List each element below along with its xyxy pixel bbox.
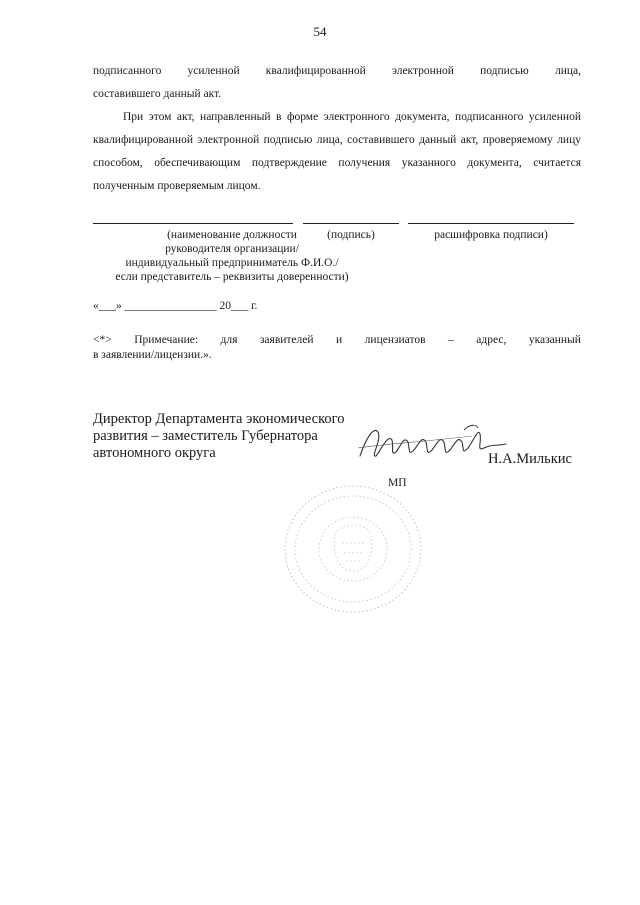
page-number: 54	[313, 24, 327, 39]
note-word: <*>	[93, 334, 112, 346]
signature-line	[303, 223, 399, 224]
signatory-title-1: Директор Департамента экономического	[93, 411, 345, 427]
position-caption-3: индивидуальный предприниматель Ф.И.О./	[125, 257, 339, 269]
position-line	[93, 223, 293, 224]
note-word: и	[336, 334, 343, 346]
note-word: указанный	[528, 334, 581, 346]
position-caption-4: если представитель – реквизиты доверенности)	[115, 271, 349, 283]
body-line-2: составившего данный акт.	[93, 88, 222, 100]
official-seal-icon	[282, 483, 424, 615]
note-word: заявителей	[259, 334, 314, 346]
position-caption-2: руководителя организации/	[165, 243, 299, 255]
signature-caption: (подпись)	[327, 229, 375, 241]
note-line-1	[93, 334, 581, 346]
note-word: –	[448, 334, 454, 346]
date-line: «___» ________________ 20___ г.	[93, 300, 258, 312]
note-word: для	[220, 334, 238, 346]
handwritten-signature-icon	[352, 418, 512, 468]
decode-line	[408, 223, 574, 224]
stamp-mark-label: МП	[388, 477, 407, 489]
signatory-name: Н.А.Милькис	[488, 451, 572, 467]
decode-caption: расшифровка подписи)	[434, 229, 548, 241]
body-paragraph-2: При этом акт, направленный в форме электронного документа, подписанного усиленной квалифицированной электронной подписью лица, составившего данный акт, проверяемому лицу способом, обеспечивающим подтверждение получения указанного документа, считается полученным проверяемым лицом.	[93, 111, 581, 192]
position-caption-1: (наименование должности	[167, 229, 297, 241]
note-line-2: в заявлении/лицензии.».	[93, 349, 212, 361]
signatory-title-2: развития – заместитель Губернатора	[93, 428, 318, 444]
note-word: лицензиатов	[364, 334, 426, 346]
body-line-1: подписанного усиленной квалифицированной электронной подписью лица,	[93, 65, 581, 77]
note-word: адрес,	[476, 334, 507, 346]
signatory-title-3: автономного округа	[93, 445, 216, 461]
note-word: Примечание:	[134, 334, 199, 346]
